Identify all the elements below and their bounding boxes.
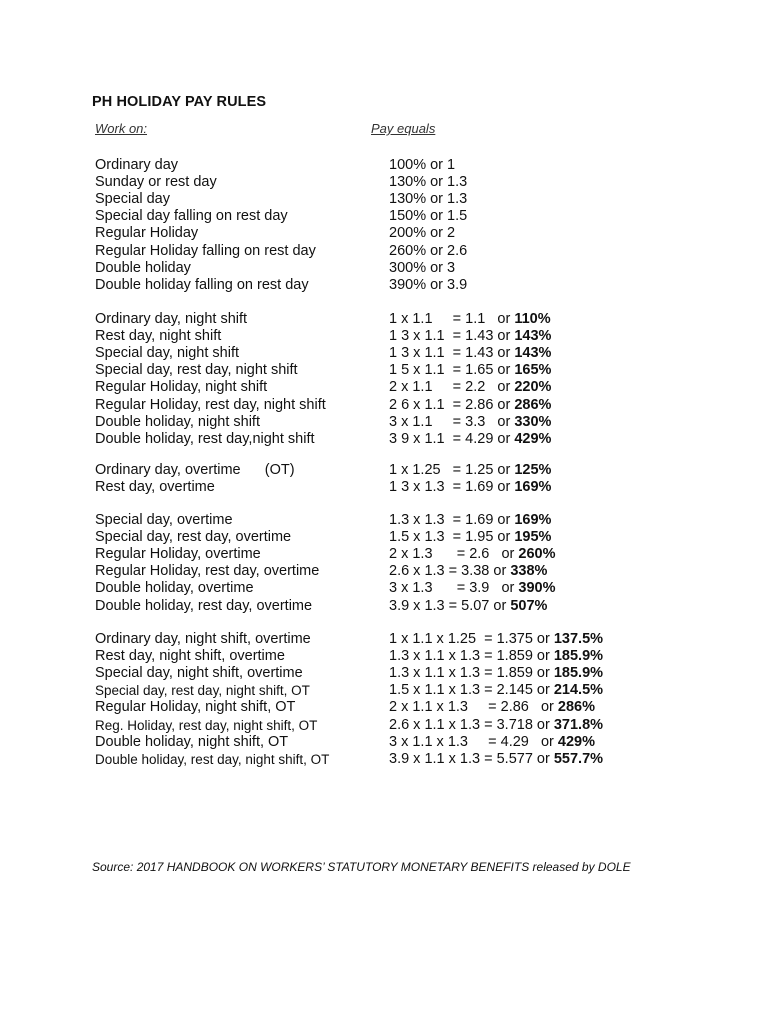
row-pay-value [389,243,467,260]
row-calc: 130% or 1.3 [389,191,468,208]
row-calc: 2.6 x 1.1 x 1.3 = 3.718 or [389,716,554,733]
row-label: Special day, night shift, overtime [95,665,303,682]
row-calc: 1 3 x 1.1 = 1.43 or [389,328,515,345]
row-pay-value [389,479,551,496]
row-percent: 429% [557,733,595,750]
column-header-pay-equals: Pay equals [371,121,436,136]
table-row [0,665,768,682]
row-pay-value [389,208,467,225]
row-calc: 1.3 x 1.1 x 1.3 = 1.859 or [389,665,554,682]
row-label: Ordinary day, night shift [95,311,248,327]
row-percent: 390% [518,580,556,597]
row-pay-value [389,191,467,208]
row-pay-value [389,157,455,174]
row-calc: 1 x 1.25 = 1.25 or [389,462,515,478]
row-calc: 3 9 x 1.1 = 4.29 or [389,430,515,447]
row-pay-value [389,397,551,414]
table-row [0,328,768,345]
table-row [0,563,768,580]
row-pay-value [389,682,603,699]
row-pay-value [389,277,467,294]
table-row [0,431,768,448]
page-title: PH HOLIDAY PAY RULES [92,94,267,110]
row-label: Special day falling on rest day [95,208,288,225]
row-pay-value [389,414,551,431]
row-pay-value [389,598,547,615]
table-row [0,362,768,379]
row-percent: 143% [514,345,552,362]
table-row [0,717,768,734]
row-pay-value [389,717,603,734]
row-calc: 260% or 2.6 [389,242,468,259]
row-calc: 1 5 x 1.1 = 1.65 or [389,362,515,379]
row-label: Reg. Holiday, rest day, night shift, OT [95,717,318,733]
table-row [0,277,768,294]
row-calc: 100% or 1 [389,157,456,173]
table-row [0,529,768,546]
row-pay-value [389,580,555,597]
table-row [0,546,768,563]
row-percent: 220% [514,379,552,396]
row-percent: 338% [510,563,548,580]
row-label: Special day, rest day, overtime [95,529,292,546]
row-pay-value [389,563,547,580]
row-percent: 169% [514,512,552,528]
row-calc: 1 x 1.1 = 1.1 or [389,311,515,327]
table-row [0,311,768,328]
table-row [0,734,768,751]
table-row [0,345,768,362]
row-calc: 200% or 2 [389,225,456,242]
table-row [0,648,768,665]
row-percent: 137.5% [553,631,604,647]
row-label: Special day, night shift [95,345,240,362]
row-pay-value [389,665,603,682]
row-percent: 125% [514,462,552,478]
row-label: Double holiday, rest day, overtime [95,597,313,614]
row-calc: 1.5 x 1.1 x 1.3 = 2.145 or [389,682,554,699]
row-label: Special day, rest day, night shift, OT [95,683,310,699]
row-percent: 185.9% [553,665,604,682]
row-calc: 3 x 1.1 = 3.3 or [389,413,515,430]
source-note: Source: 2017 HANDBOOK ON WORKERS’ STATUTORY MONETARY BENEFITS released by DOLE [92,860,631,874]
row-percent: 557.7% [553,750,604,767]
row-percent: 260% [518,546,556,563]
row-pay-value [389,462,551,479]
row-calc: 3 x 1.1 x 1.3 = 4.29 or [389,733,558,750]
row-percent: 286% [557,699,595,716]
table-row [0,174,768,191]
row-label: Rest day, night shift [95,328,222,345]
table-row [0,225,768,242]
row-label: Rest day, overtime [95,479,215,496]
row-label: Double holiday, rest day,night shift [95,430,315,447]
table-row [0,243,768,260]
table-row [0,751,768,768]
row-pay-value [389,260,455,277]
row-percent: 185.9% [553,648,604,665]
table-row [0,682,768,699]
row-calc: 1.5 x 1.3 = 1.95 or [389,529,515,546]
row-pay-value [389,529,551,546]
row-pay-value [389,345,551,362]
table-row [0,260,768,277]
row-label: Double holiday, night shift [95,413,260,430]
row-calc: 130% or 1.3 [389,174,468,191]
row-pay-value [389,699,595,716]
row-label: Special day, rest day, night shift [95,362,298,379]
row-label: Regular Holiday, rest day, night shift [95,396,326,413]
table-row [0,462,768,479]
row-pay-value [389,431,551,448]
row-label: Special day, overtime [95,512,233,528]
row-label: Regular Holiday falling on rest day [95,242,316,259]
table-row [0,379,768,396]
row-calc: 150% or 1.5 [389,208,468,225]
row-percent: 507% [510,597,548,614]
row-pay-value [389,648,603,665]
row-pay-value [389,751,603,768]
row-calc: 2.6 x 1.3 = 3.38 or [389,563,511,580]
row-label: Regular Holiday, night shift, OT [95,699,296,716]
row-label: Regular Holiday, night shift [95,379,268,396]
row-pay-value [389,631,603,648]
row-label: Regular Holiday, overtime [95,546,261,563]
row-label: Double holiday falling on rest day [95,276,309,293]
table-row [0,479,768,496]
row-calc: 1.3 x 1.1 x 1.3 = 1.859 or [389,648,554,665]
row-label: Ordinary day, night shift, overtime [95,631,311,647]
row-label: Double holiday, rest day, night shift, OT [95,751,330,767]
row-percent: 429% [514,430,552,447]
row-calc: 2 6 x 1.1 = 2.86 or [389,396,515,413]
row-percent: 286% [514,396,552,413]
row-calc: 2 x 1.1 = 2.2 or [389,379,515,396]
row-percent: 214.5% [553,682,604,699]
row-pay-value [389,174,467,191]
row-percent: 143% [514,328,552,345]
row-percent: 110% [514,311,551,327]
row-pay-value [389,512,551,529]
row-pay-value [389,362,551,379]
row-label: Double holiday, night shift, OT [95,733,289,750]
row-calc: 2 x 1.3 = 2.6 or [389,546,519,563]
row-label: Special day [95,191,170,208]
row-percent: 195% [514,529,552,546]
table-row [0,191,768,208]
table-row [0,631,768,648]
table-row [0,157,768,174]
row-label: Ordinary day, overtime (OT) [95,462,295,478]
table-row [0,580,768,597]
table-row [0,414,768,431]
row-pay-value [389,311,551,328]
column-header-work-on: Work on: [95,121,148,136]
row-calc: 1 3 x 1.3 = 1.69 or [389,479,515,496]
table-row [0,512,768,529]
row-percent: 371.8% [553,716,604,733]
table-row [0,397,768,414]
row-pay-value [389,379,551,396]
row-label: Ordinary day [95,157,179,173]
row-label: Rest day, night shift, overtime [95,648,285,665]
row-pay-value [389,546,555,563]
table-row [0,598,768,615]
row-percent: 169% [514,479,552,496]
row-calc: 3 x 1.3 = 3.9 or [389,580,519,597]
table-row [0,699,768,716]
row-calc: 300% or 3 [389,259,456,276]
row-percent: 330% [514,413,552,430]
row-calc: 3.9 x 1.1 x 1.3 = 5.577 or [389,750,554,767]
row-pay-value [389,328,551,345]
row-percent: 165% [514,362,552,379]
row-pay-value [389,225,455,242]
row-calc: 1.3 x 1.3 = 1.69 or [389,512,515,528]
row-calc: 1 3 x 1.1 = 1.43 or [389,345,515,362]
table-row [0,208,768,225]
row-label: Regular Holiday, rest day, overtime [95,563,320,580]
row-pay-value [389,734,595,751]
row-calc: 2 x 1.1 x 1.3 = 2.86 or [389,699,558,716]
row-label: Regular Holiday [95,225,199,242]
row-calc: 3.9 x 1.3 = 5.07 or [389,597,511,614]
row-calc: 390% or 3.9 [389,276,468,293]
row-label: Double holiday, overtime [95,580,254,597]
row-label: Double holiday [95,259,191,276]
row-label: Sunday or rest day [95,174,217,191]
row-calc: 1 x 1.1 x 1.25 = 1.375 or [389,631,554,647]
